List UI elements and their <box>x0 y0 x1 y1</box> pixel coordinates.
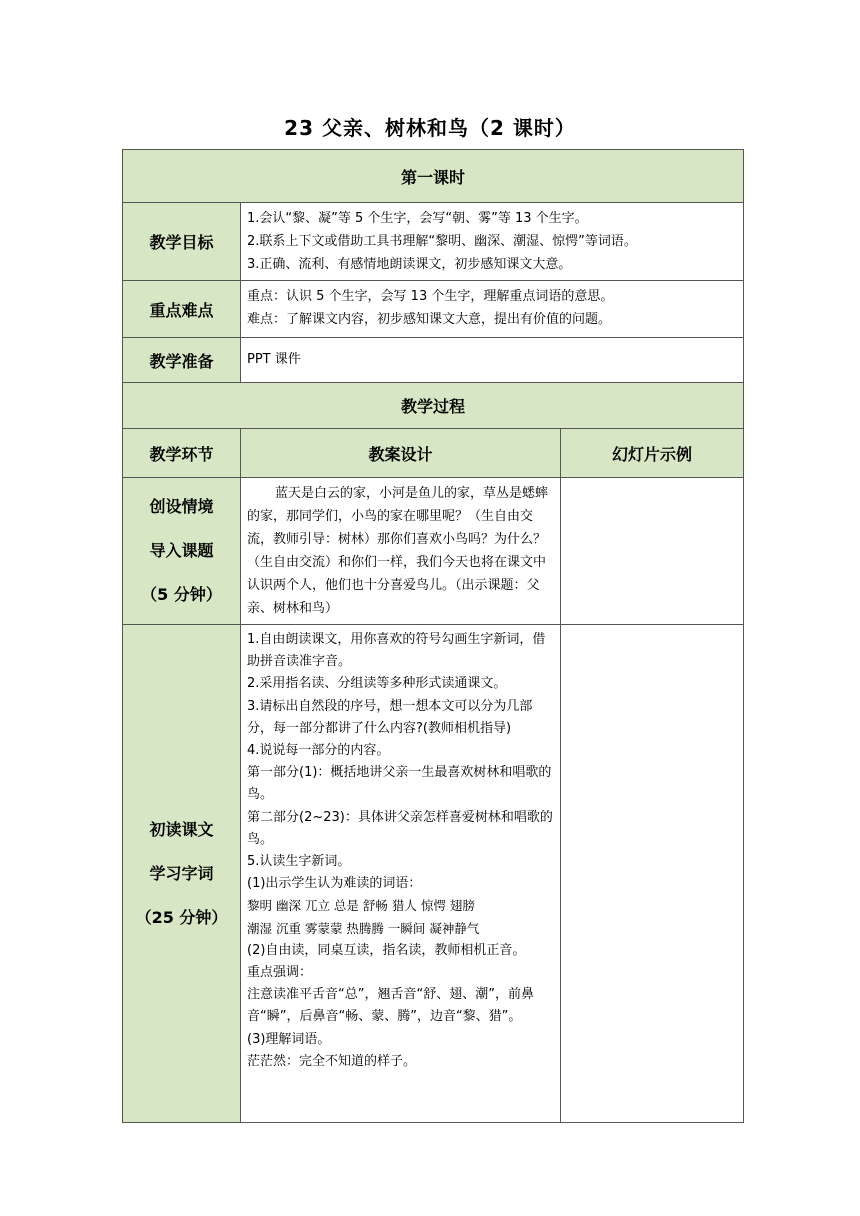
stage-reading-design <box>241 625 561 1123</box>
process-header: 教学过程 <box>123 383 744 429</box>
stage-line: 导入课题 <box>149 541 214 560</box>
focus-content <box>241 281 744 338</box>
stage-line: （25 分钟） <box>135 907 228 927</box>
goals-label: 教学目标 <box>123 203 241 281</box>
reading-paragraph: 5.认读生字新词。 <box>247 854 351 870</box>
focus-item: 重点：认识 5 个生字，会写 13 个生字，理解重点词语的意思。 <box>247 289 614 304</box>
goals-content <box>241 203 744 281</box>
vocab-row: 黎明 幽深 兀立 总是 舒畅 猎人 惊愕 翅膀 <box>247 898 475 914</box>
reading-paragraph: (1)出示学生认为难读的词语： <box>247 876 422 892</box>
stage-line: 学习字词 <box>149 863 214 883</box>
goal-item: 3.正确、流利、有感情地朗读课文，初步感知课文大意。 <box>247 257 572 272</box>
focus-label: 重点难点 <box>123 281 241 338</box>
reading-paragraph: 3.请标出自然段的序号，想一想本文可以分为几部分，每一部分都讲了什么内容?(教师相机指导) <box>247 698 533 736</box>
column-design: 教案设计 <box>241 429 561 478</box>
lesson-plan-table <box>122 149 744 1123</box>
stage-intro-slides <box>561 478 744 625</box>
reading-paragraph: 2.采用指名读、分组读等多种形式读通课文。 <box>247 676 507 692</box>
page-title: 23 父亲、树林和鸟（2 课时） <box>284 116 576 140</box>
reading-paragraph: 4.说说每一部分的内容。 <box>247 743 390 759</box>
goal-item: 1.会认“黎、凝”等 5 个生字，会写“朝、雾”等 13 个生字。 <box>247 211 588 226</box>
prep-value: PPT 课件 <box>241 338 744 383</box>
reading-paragraph: (3)理解词语。 <box>247 1031 331 1047</box>
reading-paragraph: 第一部分(1)：概括地讲父亲一生最喜欢树林和唱歌的鸟。 <box>247 765 552 803</box>
reading-paragraph: (2)自由读，同桌互读，指名读，教师相机正音。 <box>247 942 526 958</box>
reading-paragraph: 注意读准平舌音“总”，翘舌音“舒、翅、潮”，前鼻音“瞬”，后鼻音“畅、蒙、腾”，边音“黎、猎”。 <box>247 987 534 1025</box>
column-slides: 幻灯片示例 <box>561 429 744 478</box>
stage-reading-label <box>123 625 241 1123</box>
reading-paragraph: 1.自由朗读课文，用你喜欢的符号勾画生字新词，借助拼音读准字音。 <box>247 632 546 670</box>
stage-intro-label <box>123 478 241 625</box>
stage-reading-slides <box>561 625 744 1123</box>
reading-paragraph: 茫茫然：完全不知道的样子。 <box>247 1053 417 1069</box>
column-stage: 教学环节 <box>123 429 241 478</box>
stage-line: 初读课文 <box>149 819 214 839</box>
reading-paragraph: 重点强调： <box>247 965 313 981</box>
stage-line: （5 分钟） <box>141 585 222 604</box>
prep-label: 教学准备 <box>123 338 241 383</box>
reading-paragraph: 第二部分(2~23)：具体讲父亲怎样喜爱树林和唱歌的鸟。 <box>247 809 553 847</box>
goal-item: 2.联系上下文或借助工具书理解“黎明、幽深、潮湿、惊愕”等词语。 <box>247 234 637 249</box>
stage-intro-design <box>241 478 561 625</box>
focus-item: 难点：了解课文内容，初步感知课文大意，提出有价值的问题。 <box>247 312 612 327</box>
first-lesson-header: 第一课时 <box>123 150 744 203</box>
vocab-row: 潮湿 沉重 雾蒙蒙 热腾腾 一瞬间 凝神静气 <box>247 920 480 936</box>
stage-line: 创设情境 <box>149 497 214 516</box>
intro-paragraph: 蓝天是白云的家，小河是鱼儿的家，草丛是蟋蟀的家，那同学们，小鸟的家在哪里呢？（生自由交流，教师引导：树林）那你们喜欢小鸟吗？为什么？（生自由交流）和你们一样，我们今天也将在课文中认识两个人，他们也十分喜爱鸟儿。（出示课题：父亲、树林和鸟） <box>247 486 549 616</box>
